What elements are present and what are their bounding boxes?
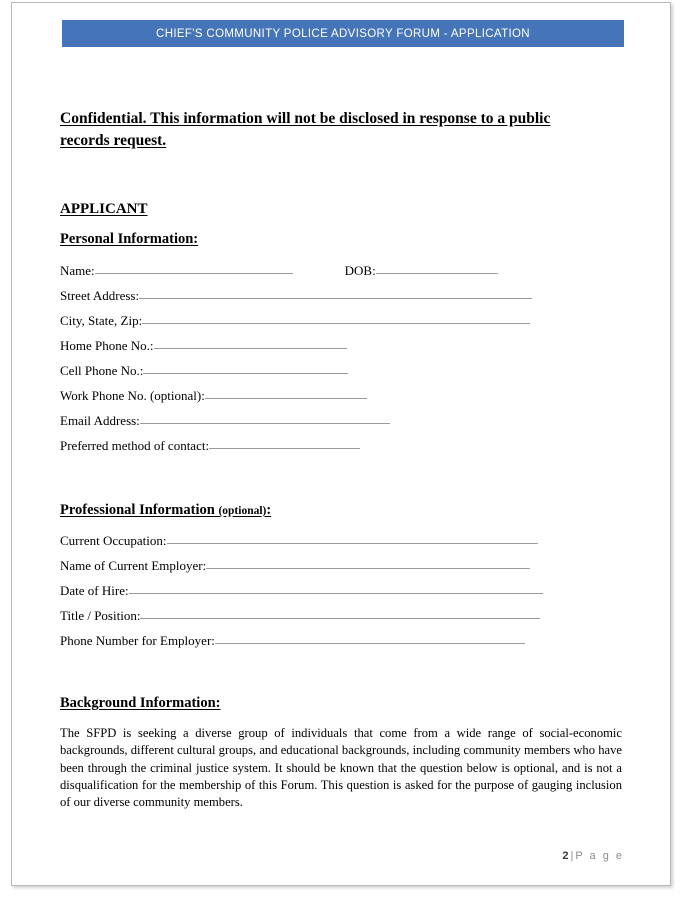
field-input-cell-phone[interactable] xyxy=(143,361,348,374)
field-input-home-phone[interactable] xyxy=(154,336,347,349)
applicant-section-heading: APPLICANT xyxy=(60,200,148,217)
field-label-current-occupation: Current Occupation: xyxy=(60,532,167,548)
field-label-preferred-contact: Preferred method of contact: xyxy=(60,437,210,453)
background-information-heading-wrap xyxy=(60,694,624,712)
field-input-dob[interactable] xyxy=(376,261,498,274)
form-row-title-position xyxy=(60,606,624,631)
field-input-name[interactable] xyxy=(95,261,293,274)
professional-information-heading-wrap xyxy=(60,501,624,519)
form-row-cell-phone xyxy=(60,361,624,386)
field-input-email-address[interactable] xyxy=(140,411,390,424)
spacer xyxy=(60,248,624,261)
footer-separator: | xyxy=(570,850,574,862)
field-input-preferred-contact[interactable] xyxy=(209,436,360,449)
banner-title: CHIEF'S COMMUNITY POLICE ADVISORY FORUM - APPLICATION xyxy=(156,27,530,40)
spacer xyxy=(60,712,624,725)
background-information-heading: Background Information: xyxy=(60,694,221,711)
field-input-street-address[interactable] xyxy=(139,286,532,299)
form-row-work-phone xyxy=(60,386,624,411)
footer-page-label: P a g e xyxy=(575,850,624,862)
form-row-street-address xyxy=(60,286,624,311)
form-row-name-dob xyxy=(60,261,624,286)
field-label-dob: DOB: xyxy=(344,262,376,278)
field-label-city-state-zip: City, State, Zip: xyxy=(60,312,143,328)
document-content xyxy=(60,108,624,812)
professional-heading-main: Professional Information xyxy=(60,501,215,518)
field-input-work-phone[interactable] xyxy=(205,386,367,399)
form-row-city-state-zip xyxy=(60,311,624,336)
spacer xyxy=(60,218,624,230)
professional-information-heading xyxy=(60,502,271,519)
form-row-employer-phone xyxy=(60,631,624,656)
form-row-current-occupation xyxy=(60,531,624,556)
personal-information-heading: Personal Information: xyxy=(60,230,199,247)
spacer xyxy=(60,153,624,200)
field-label-street-address: Street Address: xyxy=(60,287,140,303)
spacer xyxy=(60,461,624,501)
field-label-name: Name: xyxy=(60,262,95,278)
form-row-current-employer xyxy=(60,556,624,581)
document-header-banner xyxy=(62,20,624,47)
field-input-date-of-hire[interactable] xyxy=(129,581,543,594)
spacer xyxy=(60,656,624,694)
form-row-email-address xyxy=(60,411,624,436)
field-input-employer-phone[interactable] xyxy=(215,631,525,644)
field-label-date-of-hire: Date of Hire: xyxy=(60,582,129,598)
applicant-section-heading-wrap xyxy=(60,200,624,218)
document-page xyxy=(11,2,671,886)
spacer xyxy=(60,519,624,531)
personal-information-heading-wrap xyxy=(60,230,624,248)
form-row-preferred-contact xyxy=(60,436,624,461)
field-input-current-employer[interactable] xyxy=(206,556,530,569)
field-input-current-occupation[interactable] xyxy=(167,531,538,544)
field-label-title-position: Title / Position: xyxy=(60,607,141,623)
professional-heading-optional: (optional) xyxy=(218,504,267,517)
confidentiality-notice: Confidential. This information will not be disclosed in response to a public records request. xyxy=(60,110,551,150)
field-label-cell-phone: Cell Phone No.: xyxy=(60,362,144,378)
field-label-email-address: Email Address: xyxy=(60,412,140,428)
background-information-paragraph: The SFPD is seeking a diverse group of individuals that come from a wide range of social-economic backgrounds, different cultural groups, and educational backgrounds, including community members who have been through the criminal justice system. It should be known that the question below is optional, and is not a disqualification for the membership of this Forum. This question is asked for the purpose of gauging inclusion of our diverse community members. xyxy=(60,725,622,810)
field-label-work-phone: Work Phone No. (optional): xyxy=(60,387,205,403)
field-label-employer-phone: Phone Number for Employer: xyxy=(60,632,215,648)
field-label-home-phone: Home Phone No.: xyxy=(60,337,154,353)
form-row-home-phone xyxy=(60,336,624,361)
field-label-current-employer: Name of Current Employer: xyxy=(60,557,207,573)
field-input-title-position[interactable] xyxy=(140,606,540,619)
page-footer xyxy=(12,850,624,862)
professional-heading-colon: : xyxy=(266,501,272,518)
footer-page-number: 2 xyxy=(562,850,569,862)
form-row-date-of-hire xyxy=(60,581,624,606)
field-input-city-state-zip[interactable] xyxy=(142,311,530,324)
